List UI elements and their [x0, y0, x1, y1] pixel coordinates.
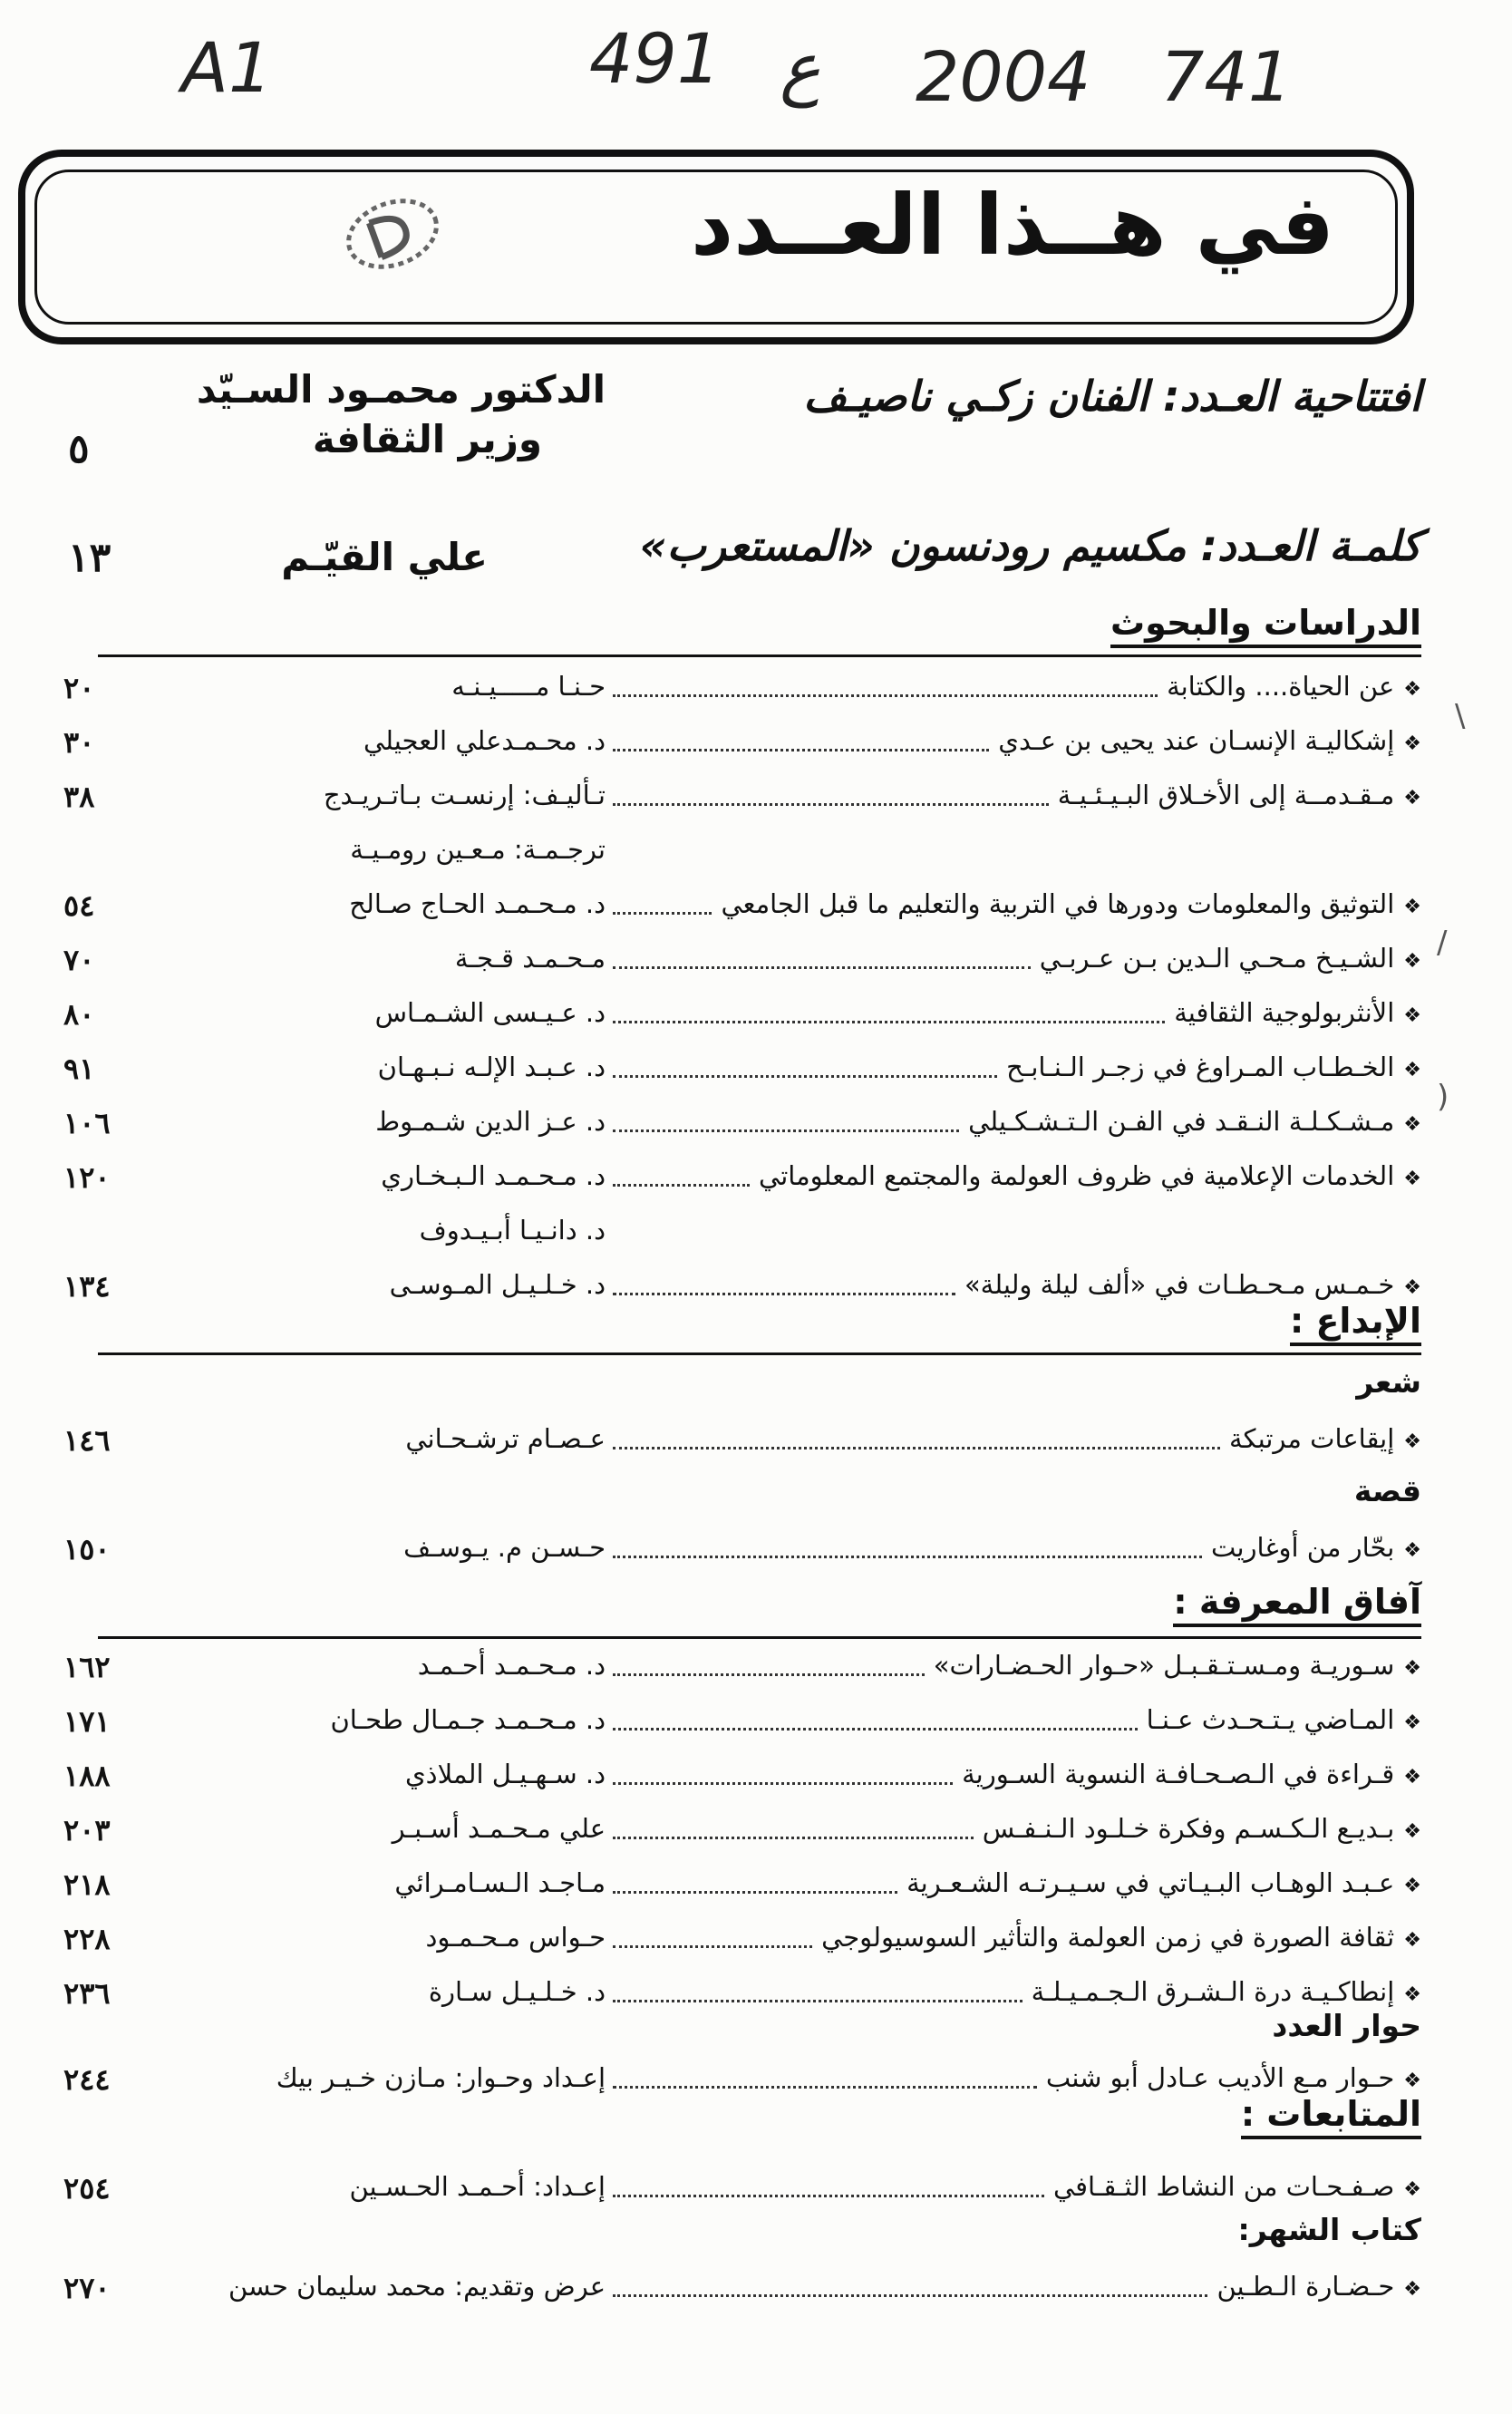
toc-entry — [0, 888, 1512, 943]
dotted-leader — [613, 1891, 897, 1894]
editorial-author-role: وزير الثقافة — [312, 417, 542, 461]
entry-author: د. مـحـمـد أحـمـد — [417, 1650, 606, 1681]
entry-page-number: ٩١ — [63, 1052, 95, 1086]
dotted-leader — [613, 1293, 955, 1295]
entry-title: ❖إيقاعات مرتبكة — [1229, 1423, 1421, 1454]
entry-title: ❖صـفـحـات من النشاط الثـقـافي — [1053, 2171, 1421, 2202]
bullet-icon: ❖ — [1403, 1004, 1421, 1027]
dotted-leader — [613, 1673, 925, 1676]
entry-page-number: ٢١٨ — [63, 1867, 111, 1902]
bullet-icon: ❖ — [1403, 1430, 1421, 1453]
bullet-icon: ❖ — [1403, 1168, 1421, 1190]
toc-entry — [0, 1106, 1512, 1160]
entry-title: ❖الخـطـاب المـراوغ في زجـر الـنـابـح — [1006, 1052, 1421, 1082]
entry-page-number: ٢٣٦ — [63, 1976, 111, 2011]
entry-author: د. خـلـيـل سـارة — [428, 1976, 606, 2007]
entry-author: علي مـحـمـد أسـبـر — [392, 1813, 606, 1844]
entry-page-number: ٧٠ — [63, 943, 95, 977]
dotted-leader — [613, 1021, 1165, 1023]
dotted-leader — [613, 803, 1049, 806]
handwritten-number: 491 — [589, 18, 722, 99]
section-poetry: شعر — [1356, 1364, 1421, 1400]
toc-entry — [0, 997, 1512, 1052]
bullet-icon: ❖ — [1403, 1113, 1421, 1136]
entry-title: ❖الأنثربولوجية الثقافية — [1174, 997, 1421, 1028]
entry-title: ❖إشكاليـة الإنسـان عند يحيى بن عـدي — [998, 725, 1421, 756]
entry-title: ❖التوثيق والمعلومات ودورها في التربية والتعليم ما قبل الجامعي — [721, 888, 1421, 919]
bullet-icon: ❖ — [1403, 787, 1421, 810]
entry-title: ❖مـشـكـلـة النـقـد في الفـن الـتـشـكـيلي — [968, 1106, 1421, 1137]
bullet-icon: ❖ — [1403, 950, 1421, 973]
entry-page-number: ١٦٢ — [63, 1650, 111, 1684]
entry-author: حـنـا مـــــيـنـه — [451, 671, 606, 702]
dotted-leader — [613, 2195, 1044, 2197]
bullet-icon: ❖ — [1403, 1820, 1421, 1843]
entry-page-number: ١٠٦ — [63, 1106, 111, 1140]
handwritten-id: 741 — [1160, 36, 1293, 117]
toc-entry — [0, 1813, 1512, 1867]
dotted-leader — [613, 912, 712, 915]
entry-page-number: ٢٤٤ — [63, 2062, 111, 2097]
entry-author: إعـداد وحـوار: مـازن خـيـر بيك — [276, 2062, 606, 2093]
bullet-icon: ❖ — [1403, 1875, 1421, 1897]
issue-word-page: ١٣ — [68, 535, 111, 581]
dotted-leader — [613, 966, 1031, 969]
bullet-icon: ❖ — [1403, 1766, 1421, 1789]
entry-title: ❖عن الحياة.... والكتابة — [1167, 671, 1421, 702]
handwritten-letter: ع — [780, 27, 821, 108]
dotted-leader — [613, 1184, 750, 1187]
entry-title: ❖قـراءة في الـصـحـافـة النسوية السـورية — [962, 1759, 1421, 1789]
entry-title: ❖الشـيـخ مـحـي الـدين بـن عـربـي — [1039, 943, 1421, 974]
bullet-icon: ❖ — [1403, 2278, 1421, 2301]
entry-page-number: ١٥٠ — [63, 1532, 111, 1566]
issue-word-title: كلمـة العـدد: مكسيم رودنسون «المستعرب» — [639, 521, 1421, 570]
dotted-leader — [613, 2086, 1037, 2089]
toc-entry — [0, 1759, 1512, 1813]
dotted-leader — [613, 1075, 997, 1078]
toc-entry — [0, 1423, 1512, 1478]
entry-page-number: ٣٨ — [63, 780, 95, 814]
bullet-icon: ❖ — [1403, 1711, 1421, 1734]
entry-author: د. خـلـيـل المـوسـى — [389, 1269, 606, 1300]
entry-second-author: ترجـمـة: مـعـين رومـيـة — [350, 834, 606, 865]
bullet-icon: ❖ — [1403, 1539, 1421, 1562]
entry-page-number: ١٤٦ — [63, 1423, 111, 1458]
entry-author: عـصـام ترشـحـاني — [405, 1423, 606, 1454]
section-story: قصة — [1353, 1473, 1421, 1508]
toc-entry — [0, 1532, 1512, 1586]
entry-page-number: ١٧١ — [63, 1704, 111, 1739]
entry-page-number: ٥٤ — [63, 888, 95, 923]
entry-author: حـسـن م. يـوسـف — [403, 1532, 606, 1563]
toc-entry — [0, 2271, 1512, 2325]
toc-entry — [0, 943, 1512, 997]
pen-mark: \ — [1455, 698, 1466, 734]
dotted-leader — [613, 2000, 1023, 2002]
entry-title: ❖إنطاكـيـة درة الـشـرق الـجـمـيـلـة — [1031, 1976, 1421, 2007]
title-box — [18, 150, 1414, 344]
entry-page-number: ٣٠ — [63, 725, 95, 760]
entry-title: ❖الخدمات الإعلامية في ظروف العولمة والمجتمع المعلوماتي — [759, 1160, 1421, 1191]
entry-title: ❖خـمـس مـحـطـات في «ألف ليلة وليلة» — [964, 1269, 1421, 1300]
editorial-page: ٥ — [68, 426, 90, 472]
entry-author: د. سـهـيـل الملاذي — [404, 1759, 606, 1789]
entry-author: تـأليـف: إرنسـت بـاتـريـدج — [323, 780, 606, 810]
dotted-leader — [613, 1837, 974, 1839]
handwritten-year: 2004 — [916, 36, 1091, 117]
toc-entry-continued — [0, 834, 1512, 888]
toc-entry — [0, 1650, 1512, 1704]
section-book: كتاب الشهر: — [1237, 2212, 1421, 2247]
entry-author: د. مـحـمـد جـمـال طحـان — [330, 1704, 606, 1735]
bullet-icon: ❖ — [1403, 2070, 1421, 2092]
dotted-leader — [613, 2294, 1207, 2297]
entry-author: د. عـز الدين شـمـوط — [375, 1106, 606, 1137]
toc-entry — [0, 1269, 1512, 1323]
bullet-icon: ❖ — [1403, 896, 1421, 918]
entry-title: ❖بحّار من أوغاريت — [1210, 1532, 1421, 1563]
issue-word-author: علي القيّـم — [281, 535, 488, 579]
entry-page-number: ٢٠ — [63, 671, 95, 705]
pen-mark: ) — [1437, 1079, 1449, 1115]
dotted-leader — [613, 694, 1158, 697]
bullet-icon: ❖ — [1403, 1983, 1421, 2006]
editorial-title: افتتاحية العـدد: الفنان زكـي ناصيـف — [803, 372, 1421, 421]
toc-entry — [0, 1704, 1512, 1759]
section-followups: المتابعات : — [1241, 2094, 1421, 2139]
entry-page-number: ٢٥٤ — [63, 2171, 111, 2206]
entry-title: ❖المـاضي يـتـحـدث عـنـا — [1146, 1704, 1421, 1735]
entry-title: ❖ثقافة الصورة في زمن العولمة والتأثير السوسيولوجي — [821, 1922, 1421, 1953]
entry-page-number: ٨٠ — [63, 997, 95, 1032]
entry-page-number: ٢٠٣ — [63, 1813, 111, 1847]
handwritten-code: A1 — [181, 27, 273, 108]
bullet-icon: ❖ — [1403, 732, 1421, 755]
page-title: في هــذا العــدد — [691, 177, 1334, 274]
entry-author: مـحـمـد قـجـة — [454, 943, 606, 974]
dotted-leader — [613, 749, 989, 751]
editorial-author: الدكتور محمـود السـيّد — [196, 367, 606, 412]
toc-entry — [0, 671, 1512, 725]
entry-author: د. مـحـمـد الـبـخـاري — [381, 1160, 606, 1191]
section-studies: الدراسات والبحوث — [1110, 603, 1421, 648]
toc-entry — [0, 1867, 1512, 1922]
entry-title: ❖مـقـدمــة إلى الأخـلاق البـيـئـيـة — [1057, 780, 1421, 810]
bullet-icon: ❖ — [1403, 1657, 1421, 1680]
bullet-icon: ❖ — [1403, 678, 1421, 701]
entry-second-author: د. دانـيـا أبـيـدوف — [419, 1215, 606, 1246]
entry-author: إعـداد: أحـمـد الحـسـين — [349, 2171, 606, 2202]
entry-author: د. محـمـدعلي العجيلي — [363, 725, 606, 756]
entry-author: د. عـيـسى الشـمـاس — [374, 997, 606, 1028]
bullet-icon: ❖ — [1403, 1929, 1421, 1952]
entry-author: عرض وتقديم: محمد سليمان حسن — [228, 2271, 606, 2302]
dotted-leader — [613, 1556, 1202, 1558]
toc-entry-continued — [0, 1215, 1512, 1269]
entry-title: ❖حـضـارة الـطـين — [1216, 2271, 1421, 2302]
entry-title: ❖حـوار مـع الأديب عـادل أبو شنب — [1045, 2062, 1421, 2093]
bullet-icon: ❖ — [1403, 1059, 1421, 1081]
toc-entry — [0, 1922, 1512, 1976]
bullet-icon: ❖ — [1403, 1276, 1421, 1299]
entry-page-number: ١٣٤ — [63, 1269, 111, 1304]
entry-page-number: ١٢٠ — [63, 1160, 111, 1195]
dotted-leader — [613, 1782, 953, 1785]
section-dialogue: حوار العدد — [1272, 2008, 1421, 2043]
bullet-icon: ❖ — [1403, 2178, 1421, 2201]
entry-author: د. مـحـمـد الحـاج صـالح — [349, 888, 606, 919]
section-creativity: الإبداع : — [1290, 1301, 1421, 1346]
toc-entry — [0, 780, 1512, 834]
entry-author: مـاجـد الـسـامـرائي — [394, 1867, 606, 1898]
dotted-leader — [613, 1945, 812, 1948]
toc-entry — [0, 1052, 1512, 1106]
entry-author: حـواس مـحـمـود — [425, 1922, 606, 1953]
entry-title: ❖بـديـع الـكـسـم وفكرة خـلـود الـنـفـس — [982, 1813, 1421, 1844]
entry-author: د. عـبـد الإلـه نـبـهـان — [377, 1052, 606, 1082]
entry-page-number: ٢٧٠ — [63, 2271, 111, 2305]
dotted-leader — [613, 1728, 1138, 1731]
toc-entry — [0, 725, 1512, 780]
dotted-leader — [613, 1129, 959, 1132]
entry-page-number: ١٨٨ — [63, 1759, 111, 1793]
entry-page-number: ٢٢٨ — [63, 1922, 111, 1956]
entry-title: ❖عـبـد الوهـاب البـيـاتي في سـيـرتـه الشـعـرية — [906, 1867, 1421, 1898]
dotted-leader — [613, 1447, 1220, 1449]
toc-entry — [0, 1160, 1512, 1215]
section-horizons: آفاق المعرفة : — [1173, 1582, 1421, 1627]
pen-mark: / — [1437, 925, 1448, 961]
entry-title: ❖سـوريـة ومـسـتـقـبـل «حـوار الحـضـارات» — [933, 1650, 1421, 1681]
